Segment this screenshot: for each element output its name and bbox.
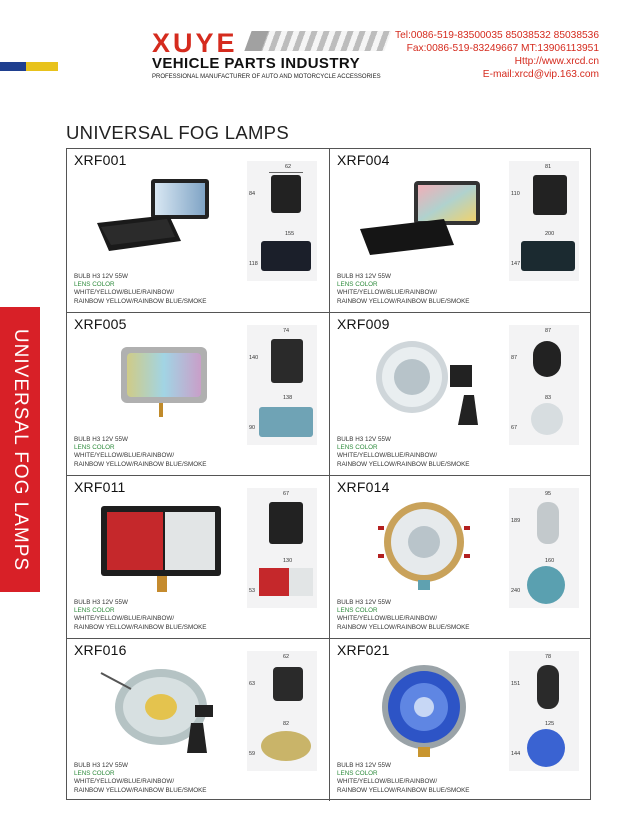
product-spec: BULB H3 12V 55W LENS COLOR WHITE/YELLOW/BLUE/RAINBOW/ RAINBOW YELLOW/RAINBOW BLUE/SMOKE	[337, 435, 470, 468]
product-spec: BULB H3 12V 55W LENS COLOR WHITE/YELLOW/BLUE/RAINBOW/ RAINBOW YELLOW/RAINBOW BLUE/SMOKE	[74, 598, 207, 631]
contact-info	[395, 29, 599, 81]
dimension-drawing: 62 63 82 59	[247, 651, 317, 771]
product-photo	[91, 335, 231, 435]
accent-bar	[0, 62, 58, 71]
product-grid	[66, 148, 591, 800]
product-photo	[91, 498, 231, 598]
product-photo	[354, 335, 494, 435]
product-card	[67, 475, 329, 638]
side-tab	[0, 307, 40, 592]
product-card	[67, 638, 329, 801]
dimension-drawing: 78 151 125 144	[509, 651, 579, 771]
logo-checker-stripe	[244, 31, 391, 51]
contact-email[interactable]: E-mail:xrcd@vip.163.com	[482, 69, 599, 80]
product-spec: BULB H3 12V 55W LENS COLOR WHITE/YELLOW/BLUE/RAINBOW/ RAINBOW YELLOW/RAINBOW BLUE/SMOKE	[74, 272, 207, 305]
product-spec: BULB H3 12V 55W LENS COLOR WHITE/YELLOW/BLUE/RAINBOW/ RAINBOW YELLOW/RAINBOW BLUE/SMOKE	[337, 272, 470, 305]
brand-main: VEHICLE PARTS INDUSTRY	[152, 55, 360, 72]
brand-top: XUYE	[152, 28, 238, 58]
contact-web[interactable]: Http://www.xrcd.cn	[514, 56, 599, 67]
product-code: XRF004	[337, 152, 390, 168]
side-tab-label: UNIVERSAL FOG LAMPS	[10, 328, 31, 571]
product-photo	[91, 661, 231, 761]
product-code: XRF001	[74, 152, 127, 168]
product-photo	[354, 171, 494, 271]
dimension-drawing: 67 130 53	[247, 488, 317, 608]
product-code: XRF014	[337, 479, 390, 495]
dimension-drawing: 74 140 138 90	[247, 325, 317, 445]
product-spec: BULB H3 12V 55W LENS COLOR WHITE/YELLOW/BLUE/RAINBOW/ RAINBOW YELLOW/RAINBOW BLUE/SMOKE	[74, 435, 207, 468]
product-code: XRF011	[74, 479, 126, 495]
product-card	[329, 638, 591, 801]
dimension-drawing: 87 87 83 67	[509, 325, 579, 445]
product-card	[329, 475, 591, 638]
product-card	[329, 149, 591, 312]
product-code: XRF009	[337, 316, 390, 332]
dimension-drawing: 95 189 160 240	[509, 488, 579, 608]
brand-logo	[150, 26, 390, 86]
dimension-drawing: 81 110 200 147	[509, 161, 579, 281]
product-spec: BULB H3 12V 55W LENS COLOR WHITE/YELLOW/BLUE/RAINBOW/ RAINBOW YELLOW/RAINBOW BLUE/SMOKE	[337, 598, 470, 631]
page-title: UNIVERSAL FOG LAMPS	[66, 122, 289, 143]
product-photo	[91, 171, 231, 271]
contact-tel: Tel:0086-519-83500035 85038532 85038536	[395, 30, 599, 41]
product-photo	[354, 498, 494, 598]
product-spec: BULB H3 12V 55W LENS COLOR WHITE/YELLOW/BLUE/RAINBOW/ RAINBOW YELLOW/RAINBOW BLUE/SMOKE	[74, 761, 207, 794]
product-code: XRF005	[74, 316, 127, 332]
contact-fax: Fax:0086-519-83249667 MT:13906113951	[406, 43, 599, 54]
product-card	[67, 312, 329, 475]
brand-sub: PROFESSIONAL MANUFACTURER OF AUTO AND MOTORCYCLE ACCESSORIES	[152, 74, 381, 80]
product-card	[329, 312, 591, 475]
product-photo	[354, 661, 494, 761]
product-code: XRF016	[74, 642, 127, 658]
product-code: XRF021	[337, 642, 390, 658]
product-spec: BULB H3 12V 55W LENS COLOR WHITE/YELLOW/BLUE/RAINBOW/ RAINBOW YELLOW/RAINBOW BLUE/SMOKE	[337, 761, 470, 794]
product-card	[67, 149, 329, 312]
dimension-drawing: 62 84 155 118	[247, 161, 317, 281]
